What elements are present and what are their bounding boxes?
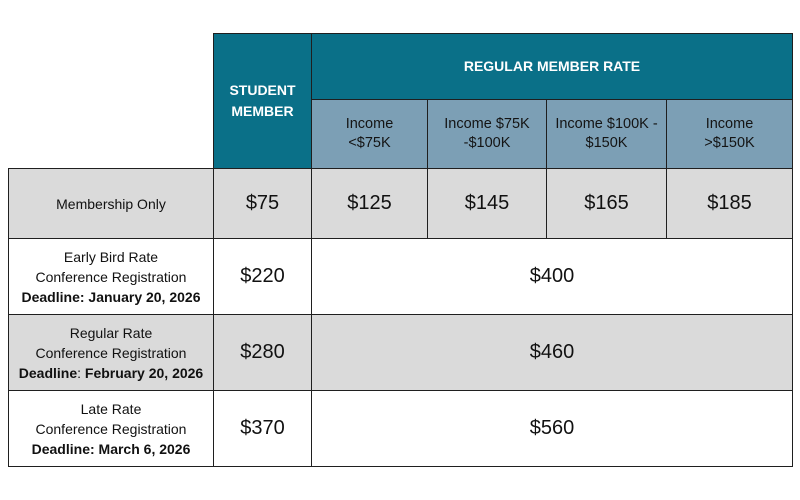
deadline: Deadline: March 6, 2026 <box>31 440 191 457</box>
regular-price-75k-100k: $145 <box>428 169 547 239</box>
student-price: $370 <box>214 391 312 467</box>
registration-label: Conference Registration <box>35 268 187 285</box>
student-price: $220 <box>214 239 312 315</box>
regular-member-rate-header: REGULAR MEMBER RATE <box>312 34 793 100</box>
table-row <box>9 239 793 315</box>
rate-name: Regular Rate <box>69 324 153 341</box>
table-row <box>9 315 793 391</box>
deadline-date: February 20, 2026 <box>84 364 204 381</box>
row-label: Membership Only <box>9 169 214 239</box>
rate-name: Early Bird Rate <box>63 248 159 265</box>
rate-name: Late Rate <box>80 400 142 417</box>
table-row <box>9 391 793 467</box>
regular-price-under-75k: $125 <box>312 169 428 239</box>
regular-price-over-150k: $185 <box>667 169 793 239</box>
row-label <box>9 315 214 391</box>
registration-label: Conference Registration <box>35 420 187 437</box>
student-price: $280 <box>214 315 312 391</box>
membership-rate-table <box>8 33 793 467</box>
student-price: $75 <box>214 169 312 239</box>
row-label <box>9 391 214 467</box>
deadline: Deadline: January 20, 2026 <box>21 288 201 305</box>
regular-price-100k-150k: $165 <box>547 169 667 239</box>
student-member-header-text: STUDENT MEMBER <box>229 82 296 119</box>
income-bracket-100k-150k: Income $100K - $150K <box>547 100 667 169</box>
regular-price-all-incomes: $400 <box>312 239 793 315</box>
student-member-header <box>214 34 312 169</box>
income-bracket-over-150k: Income >$150K <box>667 100 793 169</box>
table-row <box>9 169 793 239</box>
row-label <box>9 239 214 315</box>
registration-label: Conference Registration <box>35 344 187 361</box>
corner-blank-cell <box>9 34 214 169</box>
income-bracket-under-75k: Income <$75K <box>312 100 428 169</box>
regular-price-all-incomes: $460 <box>312 315 793 391</box>
deadline-colon: : <box>77 364 82 381</box>
deadline-word: Deadline <box>18 364 78 381</box>
income-bracket-75k-100k: Income $75K -$100K <box>428 100 547 169</box>
regular-price-all-incomes: $560 <box>312 391 793 467</box>
